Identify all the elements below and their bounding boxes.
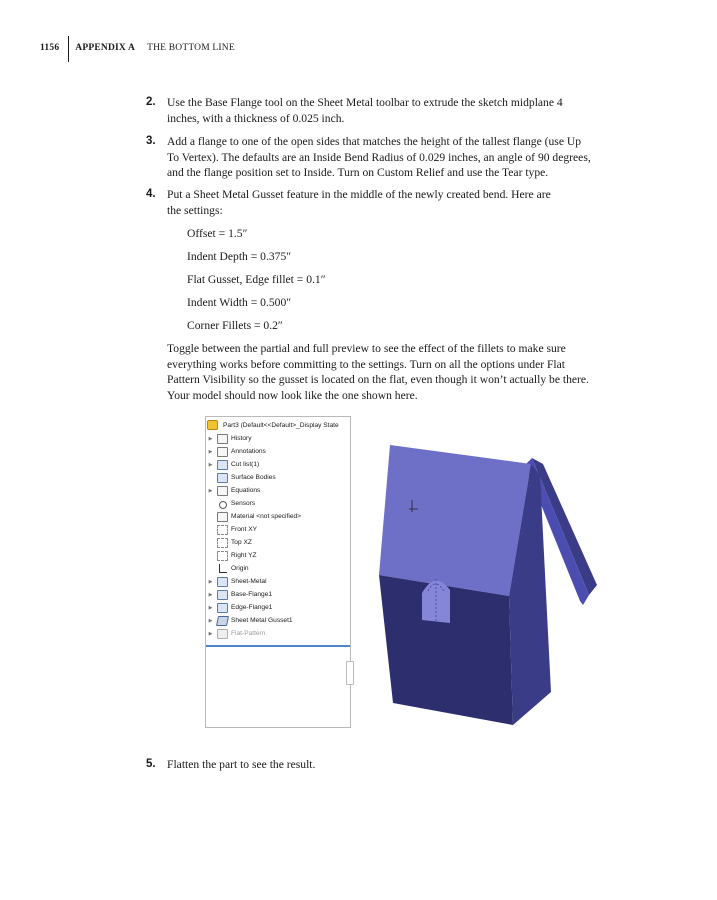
tree-item-label: Edge-Flange1 — [231, 604, 273, 611]
tree-item-gusset[interactable] — [206, 614, 293, 627]
sheet-metal-model-image — [362, 425, 612, 725]
tree-item-history[interactable] — [206, 432, 252, 445]
tree-item-label: Sheet-Metal — [231, 578, 267, 585]
step-5 — [146, 757, 656, 773]
setting-flat-gusset: Flat Gusset, Edge fillet = 0.1″ — [187, 273, 326, 286]
step-line: the settings: — [167, 203, 223, 217]
sensors-icon — [217, 499, 228, 509]
tree-item-sheet-metal[interactable] — [206, 575, 267, 588]
tree-item-edge-flange[interactable] — [206, 601, 272, 614]
step-line: To Vertex). The defaults are an Inside Bend Radius of 0.029 inches, an angle of 90 degrees, — [167, 150, 591, 164]
tree-item-equations[interactable] — [206, 484, 260, 497]
paragraph-line: everything works before committing to the settings. Turn on all the options under Flat — [167, 357, 566, 371]
tree-item-label: Sensors — [231, 500, 256, 507]
history-icon — [217, 434, 228, 444]
expand-arrow-icon[interactable]: ▶ — [208, 448, 213, 455]
step-line: Flatten the part to see the result. — [167, 758, 316, 771]
feature-manager-tree — [205, 416, 351, 728]
setting-corner-fillets: Corner Fillets = 0.2″ — [187, 319, 283, 332]
tree-item-cut-list[interactable] — [206, 458, 259, 471]
chapter-title: THE BOTTOM LINE — [147, 43, 235, 53]
plane-icon — [217, 525, 228, 535]
tree-item-right-plane[interactable] — [206, 549, 257, 562]
tree-item-label: Sheet Metal Gusset1 — [231, 617, 293, 624]
tree-item-label: Top XZ — [231, 539, 252, 546]
step-number: 5. — [146, 758, 156, 770]
expand-arrow-icon[interactable]: ▶ — [208, 591, 213, 598]
cut-list-icon — [217, 460, 228, 470]
step-number: 4. — [146, 188, 156, 200]
page-number: 1156 — [40, 43, 60, 53]
setting-indent-depth: Indent Depth = 0.375″ — [187, 250, 292, 263]
tree-item-label: Cut list(1) — [231, 461, 260, 468]
tree-item-label: Base-Flange1 — [231, 591, 273, 598]
tree-item-sensors[interactable] — [206, 497, 255, 510]
equations-icon — [217, 486, 228, 496]
flat-pattern-icon — [217, 629, 228, 639]
tree-item-label: Flat-Pattern — [231, 630, 266, 637]
step-4 — [146, 187, 656, 218]
annotations-icon — [217, 447, 228, 457]
step-3 — [146, 134, 656, 181]
tree-item-flat-pattern[interactable] — [206, 627, 265, 640]
tree-item-front-plane[interactable] — [206, 523, 257, 536]
paragraph-line: Pattern Visibility so the gusset is located on the flat, even though it won’t actually be there. — [167, 373, 589, 386]
surface-bodies-icon — [217, 473, 228, 483]
tree-item-label: Origin — [231, 565, 249, 572]
tree-item-label: Material <not specified> — [231, 513, 302, 520]
step-line: Add a flange to one of the open sides that matches the height of the tallest flange (use Up — [167, 135, 582, 148]
tree-root-label: Part3 (Default<<Default>_Display State — [223, 421, 339, 429]
sheet-metal-icon — [217, 577, 228, 587]
step-line: Put a Sheet Metal Gusset feature in the middle of the newly created bend. Here are — [167, 188, 551, 201]
tree-root-item[interactable] — [206, 419, 339, 431]
tree-item-label: Right YZ — [231, 552, 257, 559]
tree-item-material[interactable] — [206, 510, 301, 523]
step-line: Use the Base Flange tool on the Sheet Metal toolbar to extrude the sketch midplane 4 — [167, 96, 563, 109]
rollback-bar[interactable] — [206, 645, 350, 647]
tree-item-label: Front XY — [231, 526, 258, 533]
step-number: 2. — [146, 96, 156, 108]
setting-indent-width: Indent Width = 0.500″ — [187, 296, 292, 309]
plane-icon — [217, 551, 228, 561]
expand-arrow-icon[interactable]: ▶ — [208, 617, 213, 624]
setting-offset: Offset = 1.5″ — [187, 227, 248, 240]
instruction-paragraph — [167, 341, 657, 403]
base-flange-icon — [217, 590, 228, 600]
tree-item-label: Annotations — [231, 448, 266, 455]
appendix-label: APPENDIX A — [75, 43, 136, 53]
tree-item-origin[interactable] — [206, 562, 249, 575]
tree-item-label: Equations — [231, 487, 261, 494]
paragraph-line: Your model should now look like the one shown here. — [167, 388, 418, 402]
edge-flange-icon — [217, 603, 228, 613]
gusset-icon — [216, 616, 229, 626]
step-2 — [146, 95, 656, 126]
tree-item-annotations[interactable] — [206, 445, 266, 458]
expand-arrow-icon[interactable]: ▶ — [208, 435, 213, 442]
tree-item-label: Surface Bodies — [231, 474, 276, 481]
tree-item-base-flange[interactable] — [206, 588, 272, 601]
step-line: inches, with a thickness of 0.025 inch. — [167, 111, 345, 125]
expand-arrow-icon[interactable]: ▶ — [208, 630, 213, 637]
model-top-face — [379, 445, 531, 596]
tree-item-label: History — [231, 435, 252, 442]
expand-arrow-icon[interactable]: ▶ — [208, 461, 213, 468]
running-head — [40, 36, 235, 62]
origin-icon — [217, 564, 228, 574]
tree-item-surface-bodies[interactable] — [206, 471, 276, 484]
running-head-divider — [68, 36, 69, 62]
part-icon — [207, 420, 218, 430]
expand-arrow-icon[interactable]: ▶ — [208, 604, 213, 611]
expand-arrow-icon[interactable]: ▶ — [208, 487, 213, 494]
expand-arrow-icon[interactable]: ▶ — [208, 578, 213, 585]
tree-item-top-plane[interactable] — [206, 536, 252, 549]
panel-resize-handle[interactable] — [346, 661, 354, 685]
plane-icon — [217, 538, 228, 548]
step-number: 3. — [146, 135, 156, 147]
material-icon — [217, 512, 228, 522]
paragraph-line: Toggle between the partial and full preview to see the effect of the fillets to make sure — [167, 342, 566, 355]
step-line: and the flange position set to Inside. Turn on Custom Relief and use the Tear type. — [167, 166, 549, 179]
